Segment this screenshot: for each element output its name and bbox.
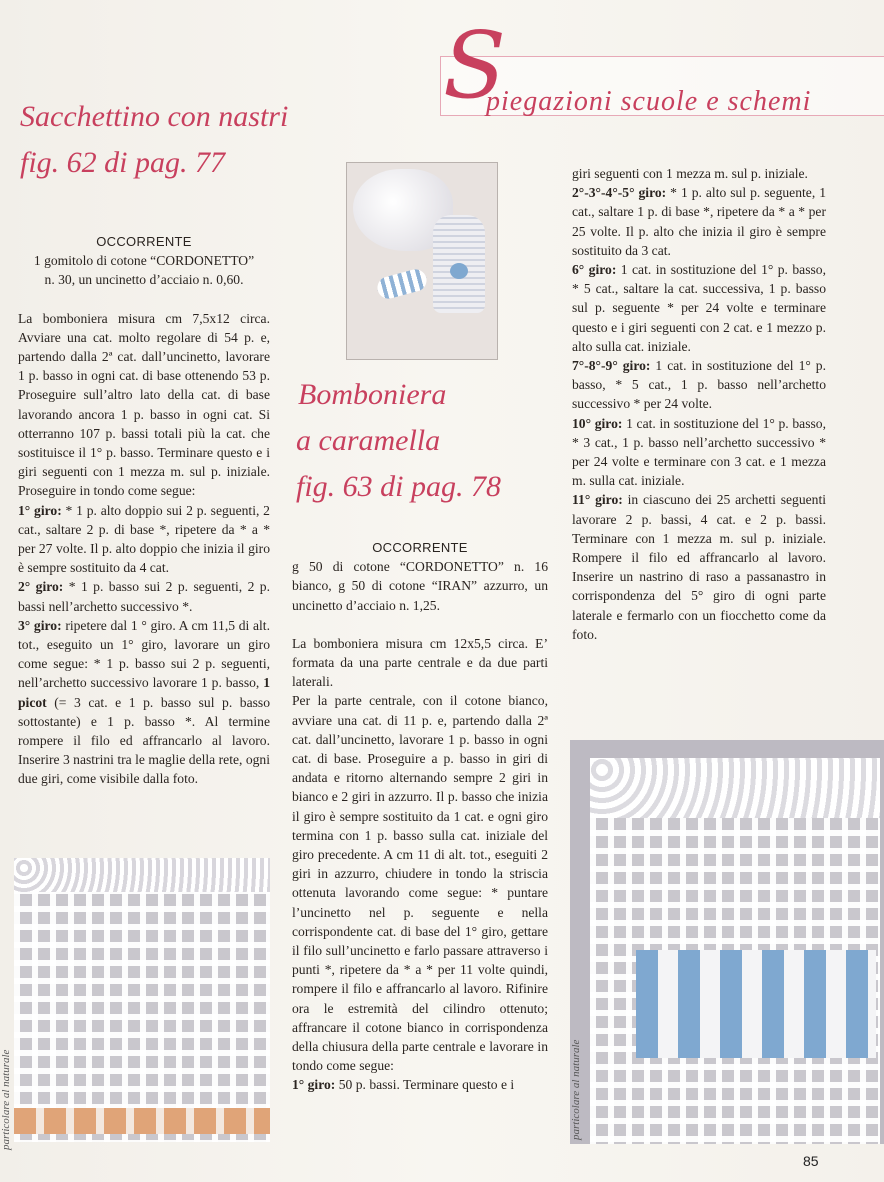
right-continuation: giri seguenti con 1 mezza m. sul p. iniziale. bbox=[572, 166, 808, 181]
right-round-10 bbox=[572, 414, 826, 491]
round-text: (= 3 cat. e 1 p. basso sul p. basso sottostante) e 1 p. basso *. Al termine rompere il filo ed affrancarlo al lavoro. Inserire 3 nastrini tra le maglie della rete, ogni due giri, come visibile dalla foto. bbox=[18, 694, 270, 787]
right-round-7-9 bbox=[572, 356, 826, 414]
round-text: in ciascuno dei 25 archetti seguenti lavorare 2 p. bassi, 4 cat. e 2 p. bassi. Terminare con 1 mezza m. sul p. iniziale. Rompere il filo ed affrancarlo al lavoro. Inserire un nastrino di raso a passanastro in corrispondenza del 5° giro di ogni parte laterale e fermarlo con un fiocchetto come da foto. bbox=[572, 492, 826, 642]
left-instructions-intro: La bomboniera misura cm 7,5x12 circa. Avviare una cat. molto regolare di 54 p. e, partendo dalla 2ª cat. dall’uncinetto, lavorare 1 p. basso in ogni cat. di base ottenendo 53 p. Proseguire sull’altro lato della cat. di base lavorando ancora 1 p. basso in ogni cat. Si otterranno 107 p. bassi totali più la cat. che sostituisce il 1° p. basso. Terminare questo e i giri seguenti con 1 mezza m. sul p. iniziale. Proseguire in tondo come segue: bbox=[18, 310, 270, 499]
crochet-mesh-texture bbox=[14, 858, 270, 1142]
left-detail-photo bbox=[14, 858, 270, 1142]
scalloped-edge bbox=[590, 758, 880, 818]
mid-round-1 bbox=[292, 1075, 548, 1094]
round-label: 2° giro: bbox=[18, 579, 64, 595]
section-header-title: piegazioni scuole e schemi bbox=[486, 86, 812, 117]
bomboniera-photo bbox=[346, 162, 498, 360]
round-label: 10° giro: bbox=[572, 415, 623, 431]
round-text: 1 cat. in sostituzione del 1° p. basso, * 5 cat., saltare la cat. successiva, 1 p. basso sul p. seguente * per 24 volte e terminare questo e i giri seguenti con 2 cat. e 1 mezzo p. alto sulla cat. iniziale. bbox=[572, 262, 826, 354]
round-label: 6° giro: bbox=[572, 262, 617, 278]
page-number: 85 bbox=[803, 1153, 819, 1169]
mid-title-line2: a caramella bbox=[296, 424, 441, 457]
left-round-1 bbox=[18, 501, 270, 578]
left-photo-caption: particolare al naturale bbox=[0, 1049, 12, 1150]
right-column bbox=[572, 164, 826, 644]
left-title: Sacchettino con nastri bbox=[20, 100, 289, 133]
right-round-11 bbox=[572, 490, 826, 644]
left-materials-line2: n. 30, un uncinetto d’acciaio n. 0,60. bbox=[44, 272, 244, 288]
blue-accent-shape bbox=[450, 263, 468, 279]
picot-term: 1 picot bbox=[18, 675, 270, 710]
left-figure-ref: fig. 62 di pag. 77 bbox=[20, 146, 226, 179]
right-photo-caption: particolare al naturale bbox=[570, 1039, 582, 1140]
round-text: ripetere dal 1 ° giro. A cm 11,5 di alt. tot., eseguito un 1° giro, lavorare un giro come segue: * 1 p. basso sui 2 p. seguenti, nell’archetto successivo lavorare 1 p. basso, bbox=[18, 617, 270, 691]
round-text: 50 p. bassi. Terminare questo e i bbox=[335, 1077, 515, 1093]
mid-occorrente-heading: OCCORRENTE bbox=[372, 540, 468, 555]
header-initial: S bbox=[443, 12, 507, 119]
round-text: * 1 p. alto sul p. seguente, 1 cat., saltare 1 p. di base *, ripetere da * a * per 25 volte. Il p. alto che inizia il giro è sempre sostituito da 3 cat. bbox=[572, 185, 826, 258]
ribbon-band bbox=[14, 1108, 270, 1134]
mid-figure-ref: fig. 63 di pag. 78 bbox=[296, 470, 502, 503]
round-label: 1° giro: bbox=[18, 502, 62, 518]
middle-column bbox=[292, 538, 548, 1095]
round-text: 1 cat. in sostituzione del 1° p. basso, * 3 cat., 1 p. basso nell’archetto successivo * per 24 volte e terminare con 3 cat. e 1 mezza m. sulla cat. iniziale. bbox=[572, 415, 826, 489]
round-text: * 1 p. basso sui 2 p. seguenti, 2 p. bassi nell’archetto successivo *. bbox=[18, 579, 271, 614]
edging-top bbox=[14, 858, 270, 892]
right-round-2-5 bbox=[572, 183, 826, 260]
left-round-2 bbox=[18, 577, 270, 615]
mid-materials: g 50 di cotone “CORDONETTO” n. 16 bianco, g 50 di cotone “IRAN” azzurro, un uncinetto d’acciaio n. 1,25. bbox=[292, 559, 548, 613]
round-label: 1° giro: bbox=[292, 1077, 336, 1093]
right-round-6 bbox=[572, 260, 826, 356]
mid-title-line1: Bomboniera bbox=[298, 378, 447, 411]
mid-intro: La bomboniera misura cm 12x5,5 circa. E’ formata da una parte centrale e da due parti laterali. bbox=[292, 635, 548, 690]
right-detail-photo bbox=[570, 740, 884, 1144]
left-column bbox=[18, 232, 270, 789]
left-round-3 bbox=[18, 616, 270, 789]
blue-stripe-band bbox=[636, 950, 876, 1058]
round-text: * 1 p. alto doppio sui 2 p. seguenti, 2 cat., saltare 2 p. di base *, ripetere da * a * per 27 volte. Il p. alto doppio che inizia il giro è sempre sostituito da 4 cat. bbox=[18, 502, 270, 576]
mid-instructions: Per la parte centrale, con il cotone bianco, avviare una cat. di 11 p. e, partendo dalla 2ª cat. dall’uncinetto, lavorare 1 p. basso in ogni cat. di base. Proseguire a p. basso in giri di andata e ritorno alternando sempre 2 giri in bianco e 2 giri in azzurro. Il p. basso che inizia il giro è sempre sostituito da 1 cat. e ogni giro termina con 1 p. basso sulla cat. iniziale del giro precedente. A cm 11 di alt. tot., eseguiti 2 giri in azzurro, chiudere in tondo la striscia ottenuta lavorando come segue: * puntare l’uncinetto nel p. seguente e nella corrispondente cat. di base del 1° giro, gettare il filo sull’uncinetto e farlo passare attraverso i punti *, ripetere da * a * per 11 volte quindi, rompere il filo e affrancarlo al lavoro. Rifinire ora le estremità del cilindro ottenuto; affrancare il cotone bianco in corrispondenza della chiusura della parte centrale e lavorare in tondo come segue: bbox=[292, 693, 548, 1074]
candy-wrapper-shape bbox=[375, 267, 429, 301]
round-label: 3° giro: bbox=[18, 617, 62, 633]
round-label: 2°-3°-4°-5° giro: bbox=[572, 185, 667, 201]
left-occorrente-heading: OCCORRENTE bbox=[96, 234, 192, 249]
round-label: 11° giro: bbox=[572, 492, 623, 508]
round-text: 1 cat. in sostituzione del 1° p. basso, * 5 cat., 1 p. basso nell’archetto successivo * per 24 volte. bbox=[572, 358, 826, 412]
left-materials-line1: 1 gomitolo di cotone “CORDONETTO” bbox=[33, 253, 255, 269]
round-label: 7°-8°-9° giro: bbox=[572, 358, 651, 374]
